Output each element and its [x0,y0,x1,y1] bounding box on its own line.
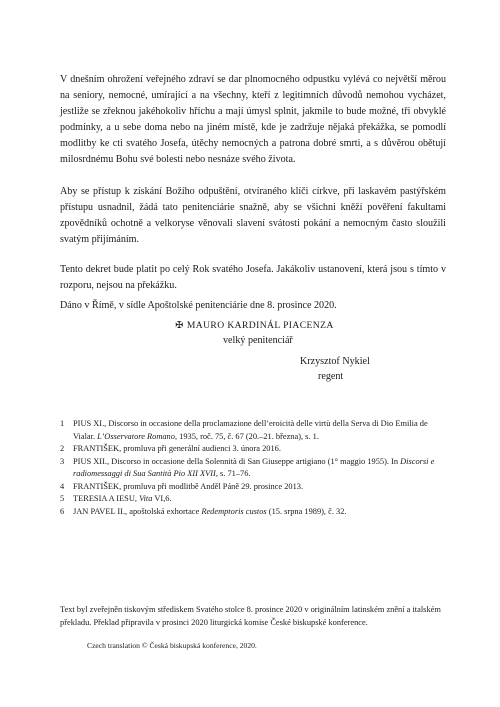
footnote-number: 2 [60,444,65,453]
footnote-number: 1 [60,419,65,428]
footnote-item [60,506,450,519]
footnote-text: FRANTIŠEK, promluva při modlitbě Anděl Páně 29. prosince 2013. [73,481,304,491]
footnote-item [60,418,450,443]
regent-name: Krzysztof Nykiel [300,356,370,367]
footnote-text: TERESIA A IESU, [73,494,140,503]
footnotes-list [60,418,450,518]
footnote-text: JAN PAVEL II., apoštolská exhortace [73,506,202,516]
decree-date-place: Dáno v Římě, v sídle Apoštolské penitenciárie dne 8. prosince 2020. [60,300,337,311]
footnote-italic-title: L’Osservatore Romano [97,431,175,441]
footnote-italic-title: Vita [139,494,153,503]
footnote-item [60,456,450,481]
decree-paragraph-1: V dnešním ohrožení veřejného zdraví se dar plnomocného odpustku vylévá co největší měrou na seniory, nemocné, umírající a na všechny, kteří z legitimních důvodů nemohou vycházet, jestliže se zřeknou jakéhokoliv hříchu a mají úmysl splnit, jakmile to bude možné, tři obvyklé podmínky, a u sebe doma nebo na jiném místě, kde je zadržuje nějaká překážka, se pomodlí modlitby ke cti svatého Josefa, útěchy nemocných a patrona dobré smrti, a s důvěrou obětují milosrdnému Bohu své bolesti nebo nesnáze svého života. [60,74,446,165]
footnote-number: 6 [60,506,65,516]
footnote-item [60,493,450,506]
footnote-text: FRANTIŠEK, promluva při generální audienci 3. února 2016. [73,444,281,453]
footnote-number: 4 [60,481,65,491]
footnote-italic-title: Redemptoris custos [201,506,267,516]
footnote-text: PIUS XII., Discorso in occasione della Solennità di San Giuseppe artigiano (1° maggio 1955). In [73,456,401,466]
footnote-text-tail: , s. 71–76. [215,469,251,478]
footnote-item [60,481,450,494]
footnote-number: 5 [60,494,65,503]
publication-note: Text byl zveřejněn tiskovým střediskem Svatého stolce 8. prosince 2020 v originálním latinském znění a italském překladu. Překlad připravila v prosinci 2020 liturgická komise České biskupské konference. [60,605,441,627]
decree-paragraph-3: Tento dekret bude platit po celý Rok svatého Josefa. Jakákoliv ustanovení, která jsou s tímto v rozporu, nejsou na překážku. [60,264,446,291]
cross-icon: ✠ [175,320,184,331]
footnote-text-tail: , 1935, roč. 75, č. 67 (20.–21. března), s. 1. [174,431,319,441]
decree-paragraph-2: Aby se přístup k získání Božího odpuštění, otvíraného klíči církve, při laskavém pastýřském přístupu usnadnil, žádá tato penitenciárie snažně, aby se všichni kněží pověření fakultami zpovědníků ochotně a velkoryse věnovali slavení svátosti pokání a nemocným často sloužili svatým přijímáním. [60,186,446,245]
cardinal-signature-line [175,318,334,333]
footnote-text: PIUS XI., Discorso in occasione della proclamazione dell’eroicità delle virtù della Serva di Dio Emilia de Vialar. [73,419,428,441]
cardinal-title: velký penitenciář [223,335,293,346]
regent-title: regent [318,371,344,382]
footnote-italic-title: Discorsi e radiomessaggi di Sua Santità Pio XII XVII [73,456,435,478]
footnote-text-tail: VI,6. [152,494,172,503]
copyright-line: Czech translation © Česká biskupská konference, 2020. [87,641,257,650]
footnote-item [60,443,450,456]
footnote-number: 3 [60,456,65,466]
footnote-text-tail: (15. srpna 1989), č. 32. [266,506,347,516]
cardinal-name: MAURO KARDINÁL PIACENZA [186,320,334,331]
